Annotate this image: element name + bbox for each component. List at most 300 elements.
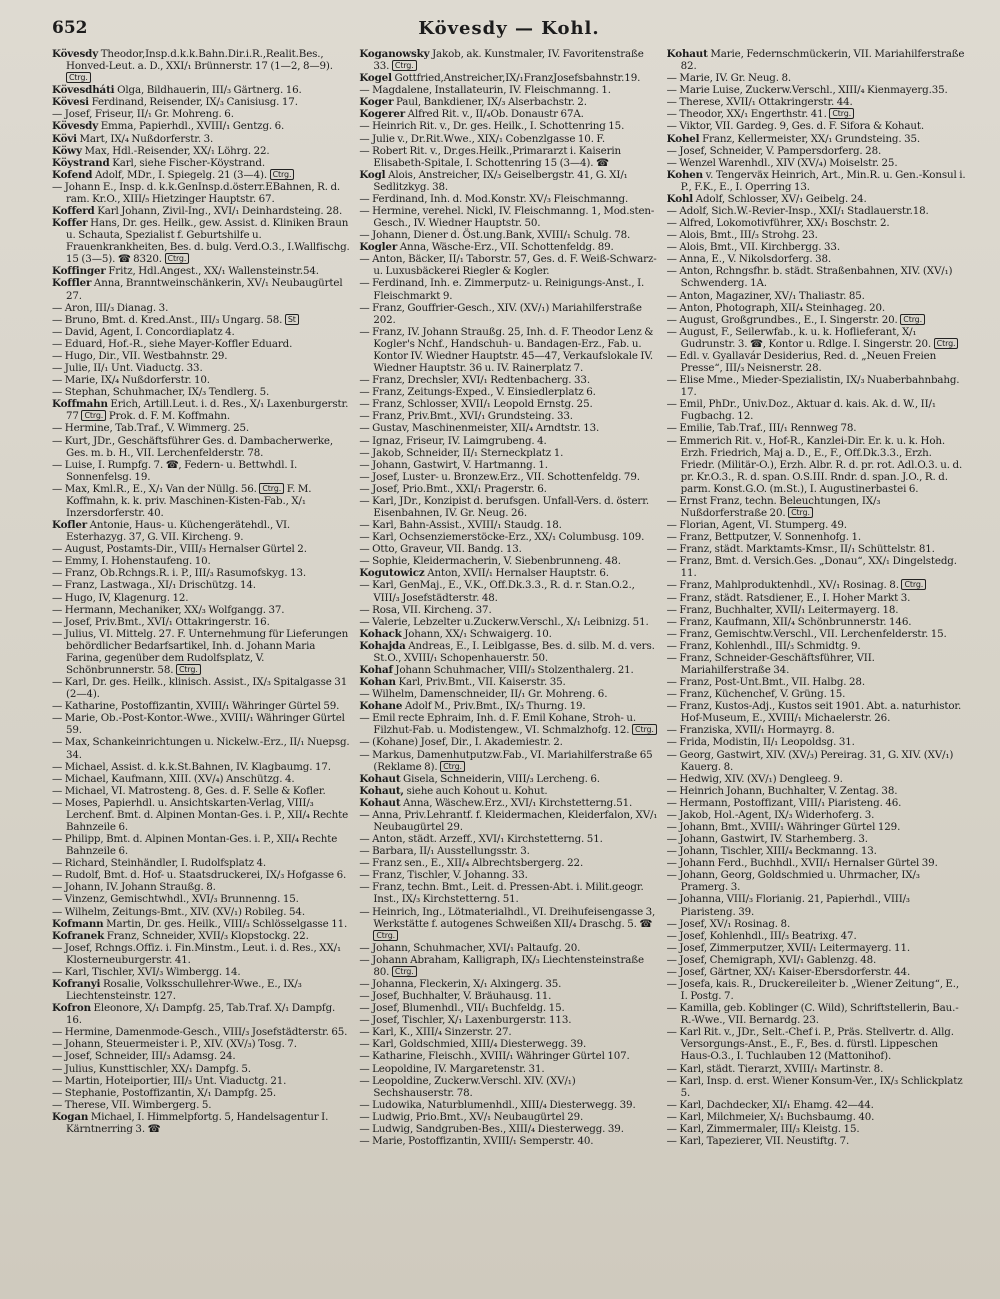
directory-entry (52, 84, 351, 96)
directory-entry (359, 253, 658, 277)
directory-entry (52, 893, 351, 905)
directory-entry (667, 773, 966, 785)
entry-text: — Josef, Schneider, III/₃ Adamsg. 24. (52, 1050, 236, 1063)
entry-text: — Karl, Ochsenziemerstöcke-Erz., XX/₁ Columbusg. 109. (359, 531, 645, 544)
entry-text: — Josef, Zimmerputzer, XVII/₁ Leitermayerg. 11. (666, 941, 910, 954)
entry-text-continued: F. M. Koffmahn, k. k. priv. Maschinen-Kisten-Fab., X/₁ Inzersdorferstr. 40. (66, 482, 312, 519)
directory-entry (52, 942, 351, 966)
entry-text: Mart, IX/₄ Nußdorferstr. 3. (79, 132, 214, 145)
directory-entry (667, 48, 966, 72)
directory-entry (52, 350, 351, 362)
entry-text: — Viktor, VII. Gardeg. 9, Ges. d. F. Sifora & Kohaut. (666, 120, 924, 133)
entry-text: — Wilhelm, Damenschneider, II/₁ Gr. Mohreng. 6. (359, 688, 608, 701)
directory-entry (359, 435, 658, 447)
directory-entry (359, 1002, 658, 1014)
entry-text: — Hermann, Postoffizant, VIII/₁ Piaristeng. 46. (666, 796, 902, 809)
entry-text: — Josef, Friseur, II/₁ Gr. Mohreng. 6. (52, 108, 234, 121)
directory-entry (359, 1135, 658, 1147)
directory-entry (52, 1063, 351, 1075)
directory-entry (359, 531, 658, 543)
entry-text: — Franz sen., E., XII/₄ Albrechtsbergerg. 22. (359, 857, 584, 870)
entry-text: — Johann, Diener d. Öst.ung.Bank, XVIII/₁ Schulg. 78. (359, 229, 631, 242)
directory-entry (667, 1026, 966, 1062)
entry-text: — Therese, VII. Wimbergerg. 5. (52, 1098, 212, 1111)
entry-text: — Johanna, VIII/₃ Florianig. 21, Papierhdl., VIII/₃ Piaristeng. 39. (666, 893, 910, 918)
entry-surname: Kövesdháti (52, 84, 115, 97)
entry-text: — Florian, Agent, VI. Stumperg. 49. (666, 519, 847, 532)
directory-entry (359, 48, 658, 72)
entry-text: — Hugo, IV, Klagenurg. 12. (52, 591, 189, 604)
directory-entry (359, 1111, 658, 1123)
directory-entry (667, 555, 966, 579)
entry-text: — Franz, Kohlenhdl., III/₃ Schmidtg. 9. (666, 639, 861, 652)
entry-text: Olga, Bildhauerin, III/₃ Gärtnerg. 16. (117, 84, 302, 97)
entry-text: — Josef, Rchngs.Offiz. i. Fin.Minstm., Leut. i. d. Res., XX/₁ Klosterneuburgerstr. 41. (52, 941, 341, 966)
entry-surname: Kohaf (359, 663, 393, 676)
entry-surname: Kohan (359, 676, 396, 689)
directory-entry (667, 1002, 966, 1026)
directory-entry (359, 422, 658, 434)
entry-text: — Valerie, Lebzelter u.Zuckerw.Verschl., X/₁ Leibnizg. 51. (359, 615, 649, 628)
directory-entry (667, 108, 966, 120)
entry-surname: Kohane (359, 700, 403, 713)
entry-text: — (Kohane) Josef, Dir., I. Akademiestr. 2. (359, 736, 563, 749)
directory-entry (667, 265, 966, 289)
entry-text: — Julie, II/₁ Unt. Viaductg. 33. (52, 362, 203, 375)
directory-entry (359, 410, 658, 422)
columns-container (52, 48, 966, 1288)
entry-text: — Julie v., Dr.Rit.Wwe., XIX/₁ Cobenzlgasse 10. F. (359, 132, 605, 145)
directory-entry (52, 930, 351, 942)
entry-text: — Karl, Dachdecker, XI/₁ Ehamg. 42—44. (666, 1098, 874, 1111)
directory-entry (359, 84, 658, 96)
entry-text: — Josef, XV/₁ Rosinag. 8. (666, 917, 791, 930)
directory-entry (359, 712, 658, 736)
entry-surname: Kogl (359, 168, 386, 181)
entry-text: siehe auch Kohout u. Kohut. (406, 784, 548, 797)
entry-text: — Edl. v. Gyallavár Desiderius, Red. d. „Neuen Freien Presse“, III/₃ Neisnerstr. 28. (666, 349, 937, 375)
directory-entry (359, 145, 658, 169)
directory-entry (667, 1063, 966, 1075)
entry-text: Johann, XX/₁ Schwaigerg. 10. (404, 627, 552, 640)
entry-text: — Josef, Kohlenhdl., III/₃ Beatrixg. 47. (666, 929, 857, 942)
directory-entry (52, 712, 351, 736)
entry-text: — Michael, VI. Matrosteng. 8, Ges. d. F. Selle & Kofler. (52, 784, 326, 797)
directory-entry (667, 736, 966, 748)
entry-text: — Luise, I. Rumpfg. 7. ☎, Federn- u. Bettwhdl. I. Sonnenfelsg. 19. (52, 458, 298, 483)
entry-text: Michael, I. Himmelpfortg. 5, Handelsagentur I. Kärntnerring 3. ☎ (66, 1110, 329, 1135)
directory-entry (359, 1099, 658, 1111)
entry-text: Andreas, E., I. Leiblgasse, Bes. d. silb. M. d. vers. St.O., XVIII/₁ Schopenhauerstr. 50. (373, 639, 655, 664)
directory-entry (667, 809, 966, 821)
directory-entry (359, 567, 658, 579)
directory-entry (667, 797, 966, 809)
entry-text: — Emilie, Tab.Traf., III/₁ Rennweg 78. (666, 422, 857, 435)
entry-text: Karl, Priv.Bmt., VII. Kaiserstr. 35. (398, 676, 566, 689)
entry-text: Anna, Wäschew.Erz., XVI/₁ Kirchstetterng.51. (403, 796, 633, 809)
column-right (667, 48, 966, 1288)
telegram-badge: Ctrg. (788, 507, 813, 518)
entry-text: — Richard, Steinhändler, I. Rudolfsplatz 4. (52, 857, 267, 870)
directory-entry (667, 290, 966, 302)
entry-text: — Leopoldine, Zuckerw.Verschl. XIV. (XV/₁) Sechshauserstr. 78. (359, 1074, 576, 1099)
entry-surname: Kohack (359, 627, 402, 640)
entry-text: — Anton, Photograph, XII/₄ Steinhageg. 20. (666, 301, 886, 314)
entry-text: — Johann, Steuermeister i. P., XIV. (XV/₃) Tosg. 7. (52, 1038, 297, 1051)
entry-surname: Kohajda (359, 639, 406, 652)
directory-entry (667, 398, 966, 422)
entry-text: Jakob, ak. Kunstmaler, IV. Favoritenstraße 33. (373, 48, 644, 73)
directory-entry (52, 869, 351, 881)
directory-entry (359, 229, 658, 241)
entry-text: — Franz, Gouffrier-Gesch., XIV. (XV/₁) Mariahilferstraße 202. (359, 301, 642, 326)
directory-entry (667, 604, 966, 616)
entry-text: v. Tengerväx Heinrich, Art., Min.R. u. Gen.-Konsul i. P., F.K., E., I. Operring 13. (680, 168, 966, 193)
directory-entry (359, 1075, 658, 1099)
entry-text: — Heinrich Johann, Buchhalter, V. Zentag. 38. (666, 784, 898, 797)
directory-entry (52, 374, 351, 386)
directory-entry (667, 724, 966, 736)
directory-entry (359, 120, 658, 132)
directory-entry (52, 555, 351, 567)
entry-text: — Kurt, JDr., Geschäftsführer Ges. d. Dambacherwerke, Ges. m. b. H., VII. Lerchenfelderstr. 78. (52, 434, 334, 459)
entry-text: — Johann, Bmt., XVIII/₁ Währinger Gürtel 129. (666, 821, 901, 833)
directory-entry (667, 821, 966, 833)
entry-surname: Koffer (52, 217, 88, 230)
entry-text: — Hugo, Dir., VII. Westbahnstr. 29. (52, 349, 228, 362)
directory-entry (667, 422, 966, 434)
entry-surname: Kohl (666, 192, 694, 205)
directory-entry (52, 277, 351, 301)
entry-text: — Franz, Ob.Rchngs.R. i. P., III/₃ Rasumofskyg. 13. (52, 567, 307, 580)
directory-entry (359, 72, 658, 84)
directory-entry (359, 700, 658, 712)
directory-entry (52, 326, 351, 338)
entry-text: Alois, Anstreicher, IX/₃ Geiselbergstr. 41, G. XI/₁ Sedlitzkyg. 38. (373, 168, 628, 193)
entry-text: — Georg, Gastwirt, XIV. (XV/₃) Pereirag. 31, G. XIV. (XV/₁) Kauerg. 8. (666, 748, 954, 773)
entry-surname: Kofranek (52, 929, 105, 942)
directory-entry (359, 990, 658, 1002)
directory-entry (359, 1014, 658, 1026)
entry-text: — Franz, Bettputzer, V. Sonnenhofg. 1. (666, 531, 862, 544)
entry-text: — Elise Mme., Mieder-Spezialistin, IX/₃ Nuaberbahnbahg. 17. (666, 374, 960, 399)
directory-entry (52, 422, 351, 434)
directory-entry (52, 918, 351, 930)
entry-text: — Johann, Tischler, XIII/₄ Beckmanng. 13. (666, 845, 877, 858)
directory-entry (359, 374, 658, 386)
entry-surname: Koffinger (52, 265, 106, 278)
entry-text: — Johann, Georg, Goldschmied u. Uhrmacher, IX/₃ Pramerg. 3. (666, 869, 920, 894)
entry-text: — Marie, IV. Gr. Neug. 8. (666, 72, 792, 85)
entry-text: — Sophie, Kleidermacherin, V. Siebenbrunneng. 48. (359, 555, 621, 568)
entry-text: — Vinzenz, Gemischtwhdl., XVI/₃ Brunnenng. 15. (52, 893, 299, 906)
entry-text: — Eduard, Hof.-R., siehe Mayer-Koffler Eduard. (52, 337, 293, 350)
directory-entry (359, 604, 658, 616)
directory-entry (359, 495, 658, 519)
entry-text: — Emmy, I. Hohenstaufeng. 10. (52, 555, 211, 568)
directory-entry (667, 700, 966, 724)
entry-text: — Jakob, Schneider, II/₁ Sterneckplatz 1. (359, 446, 564, 459)
entry-surname: Kogan (52, 1110, 89, 1123)
entry-text: Karl Johann, Zivil-Ing., XVI/₁ Deinhardsteing. 28. (97, 205, 343, 218)
directory-entry (359, 881, 658, 905)
directory-entry (359, 628, 658, 640)
entry-text: — Franz, Tischler, V. Johanng. 33. (359, 869, 528, 882)
directory-entry (667, 918, 966, 930)
entry-text: — Emil, PhDr., Univ.Doz., Aktuar d. kais. Ak. d. W., II/₁ Fugbachg. 12. (666, 398, 936, 423)
entry-text: — August, F., Seilerwfab., k. u. k. Hoflieferant, X/₁ Gudrunstr. 3. ☎, Kontor u. Rdlge. I. Singerstr. 20. (666, 325, 932, 350)
directory-entry (359, 543, 658, 555)
entry-text: — Ludwig, Sandgruben-Bes., XIII/₄ Diesterwegg. 39. (359, 1122, 624, 1135)
entry-text: — Heinrich Rit. v., Dr. ges. Heilk., I. Schottenring 15. (359, 120, 625, 133)
entry-surname: Kofler (52, 519, 88, 532)
directory-entry (667, 120, 966, 132)
directory-entry (359, 809, 658, 833)
directory-entry (667, 857, 966, 869)
directory-entry (359, 954, 658, 978)
entry-text: Karl, siehe Fischer-Köystrand. (112, 156, 265, 169)
entry-text: Antonie, Haus- u. Küchengerätehdl., VI. Esterhazyg. 37, G. VII. Kircheng. 9. (66, 519, 291, 544)
entry-text: — Michael, Kaufmann, XIII. (XV/₄) Anschützg. 4. (52, 772, 295, 785)
entry-text: Hans, Dr. ges. Heilk., gew. Assist. d. Kliniken Braun u. Schauta, Spezialist f. Geburtshilfe u. Frauenkrankheiten, Bes. d. bulg. Verd.O.3., I.Wallfischg. 15 (3—5). ☎ 8320. (66, 217, 350, 266)
entry-surname: Kogerer (359, 108, 406, 121)
directory-entry (52, 108, 351, 120)
entry-text: — Franz, Schneider-Geschäftsführer, VII. Mariahilferstraße 34. (666, 651, 875, 676)
entry-text: — Marie, Postoffizantin, XVIII/₁ Semperstr. 40. (359, 1135, 594, 1148)
entry-text: — Jakob, Hol.-Agent, IX/₃ Widerhoferg. 3. (666, 808, 875, 821)
telegram-badge: Ctrg. (81, 410, 106, 421)
entry-text: Erich, Artill.Leut. i. d. Res., X/₁ Laxenburgerstr. 77 (66, 398, 349, 423)
entry-text: — Franz, IV. Johann Straußg. 25, Inh. d. F. Theodor Lenz & Kogler's Nchf., Handschuh- u. Bandagen-Erz., Fab. u. Kontor IV. Wiedner Hauptstr. 45—47, Verkaufslokale IV. Wiedner Hauptstr. 36 u. IV. Rainerplatz 7. (359, 325, 654, 375)
directory-entry (667, 930, 966, 942)
directory-entry (359, 942, 658, 954)
directory-entry (359, 108, 658, 120)
entry-text: — Karl, Dr. ges. Heilk., klinisch. Assist., IX/₃ Spitalgasse 31 (2—4). (52, 676, 348, 701)
directory-entry (359, 579, 658, 603)
entry-text: — Alois, Bmt., III/₃ Strohg. 23. (666, 229, 818, 242)
entry-text: — Marie Luise, Zuckerw.Verschl., XIII/₄ Kienmayerg.35. (666, 84, 948, 97)
entry-text: — Franz, städt. Ratsdiener, E., I. Hoher Markt 3. (666, 591, 911, 604)
entry-text: — Karl, Zimmermaler, III/₃ Kleistg. 15. (666, 1122, 860, 1135)
entry-text: — Josef, Luster- u. Bronzew.Erz., VII. Schottenfeldg. 79. (359, 470, 640, 483)
entry-text: — Leopoldine, IV. Margaretenstr. 31. (359, 1062, 545, 1075)
entry-text: — Marie, IX/₄ Nußdorferstr. 10. (52, 374, 210, 387)
directory-entry (667, 893, 966, 917)
entry-text: — Katharine, Postoffizantin, XVIII/₁ Währinger Gürtel 59. (52, 700, 340, 713)
directory-entry (667, 616, 966, 628)
entry-text: Anna, Branntweinschänkerin, XV/₁ Neubaugürtel 27. (66, 277, 343, 302)
entry-text: — Franz, städt. Marktamts-Kmsr., II/₁ Schüttelstr. 81. (666, 543, 935, 556)
directory-entry (667, 374, 966, 398)
column-left (52, 48, 351, 1288)
entry-text: — Ludowika, Naturblumenhdl., XIII/₄ Diesterwegg. 39. (359, 1098, 636, 1111)
directory-entry (667, 579, 966, 591)
entry-text: Max, Hdl.-Reisender, XX/₁ Löhrg. 22. (84, 144, 270, 157)
directory-entry (667, 845, 966, 857)
entry-text: — Adolf, Sich.W.-Revier-Insp., XXI/₁ Stadlauerstr.18. (666, 205, 929, 218)
entry-text: — Karl Rit. v., JDr., Selt.-Chef i. P., Präs. Stellvertr. d. Allg. Versorgungs-Anst., E., F., Bes. d. fürstl. Lippeschen Haus-O.3., I. Tuchlauben 12 (Mattonihof). (666, 1026, 954, 1063)
entry-text: — Johann, IV. Johann Straußg. 8. (52, 881, 216, 894)
entry-text: — Anton, Rchngsfhr. b. städt. Straßenbahnen, XIV. (XV/₁) Schwenderg. 1A. (666, 265, 953, 290)
directory-entry (359, 833, 658, 845)
directory-entry (52, 616, 351, 628)
entry-text: — Josef, Priv.Bmt., XVI/₁ Ottakringerstr. 16. (52, 615, 270, 628)
directory-entry (359, 241, 658, 253)
entry-text: Johann Schuhmacher, VIII/₃ Stolzenthalerg. 21. (395, 663, 634, 676)
entry-surname: Kogutowicz (359, 567, 425, 580)
directory-entry (359, 471, 658, 483)
directory-entry (359, 845, 658, 857)
entry-surname: Köwy (52, 144, 82, 157)
directory-entry (52, 169, 351, 181)
entry-surname: Kohaut, (359, 784, 404, 797)
directory-entry (52, 120, 351, 132)
directory-entry (667, 1111, 966, 1123)
directory-entry (359, 785, 658, 797)
entry-text: — Franziska, XVII/₁ Hormayrg. 8. (666, 724, 835, 737)
directory-entry (359, 483, 658, 495)
directory-entry (359, 205, 658, 229)
directory-entry (52, 785, 351, 797)
entry-text: — Johann, Schuhmacher, XVI/₁ Paltaufg. 20. (359, 941, 581, 954)
entry-surname: Koger (359, 96, 394, 109)
entry-text: — Ferdinand, Inh. d. Mod.Konstr. XV/₃ Fleischmanng. (359, 192, 629, 205)
directory-entry (667, 652, 966, 676)
entry-surname: Kofron (52, 1002, 91, 1015)
directory-entry (667, 531, 966, 543)
entry-text: — August, Postamts-Dir., VIII/₃ Hernalser Gürtel 2. (52, 543, 307, 556)
directory-entry (359, 277, 658, 301)
running-head: Kövesdy — Kohl. (418, 18, 600, 39)
directory-entry (52, 773, 351, 785)
directory-entry (52, 628, 351, 676)
directory-entry (667, 241, 966, 253)
directory-entry (667, 169, 966, 193)
telegram-badge: Ctrg. (165, 253, 190, 264)
entry-text: — Johanna, Fleckerin, X/₁ Alxingerg. 35. (359, 978, 562, 991)
telegram-badge: Ctrg. (901, 579, 926, 590)
directory-entry (667, 869, 966, 893)
directory-entry (667, 253, 966, 265)
entry-text: Anton, XVII/₁ Hernalser Hauptstr. 6. (427, 567, 609, 580)
entry-surname: Kofferd (52, 205, 95, 218)
entry-text: Eleonore, X/₁ Dampfg. 25, Tab.Traf. X/₁ Dampfg. 16. (66, 1002, 336, 1027)
directory-entry (667, 145, 966, 157)
entry-surname: Kogler (359, 241, 398, 254)
directory-entry (359, 1063, 658, 1075)
directory-entry (667, 749, 966, 773)
entry-surname: Kofmann (52, 917, 104, 930)
entry-text: — Josef, Schneider, V. Pampersdorferg. 28. (666, 144, 882, 157)
directory-entry (52, 338, 351, 350)
entry-text: — Johann Abraham, Kalligraph, IX/₃ Liechtensteinstraße 80. (359, 953, 644, 978)
directory-entry (359, 1050, 658, 1062)
telegram-badge: Ctrg. (66, 72, 91, 83)
directory-entry (667, 1135, 966, 1147)
directory-entry (667, 84, 966, 96)
directory-entry (359, 869, 658, 881)
entry-text: — Franz, Kustos-Adj., Kustos seit 1901. Abt. a. naturhistor. Hof-Museum, E., XVIII/₁ Michaelerstr. 26. (666, 700, 962, 725)
directory-entry (359, 1026, 658, 1038)
directory-entry (667, 1123, 966, 1135)
entry-text: — Michael, Assist. d. k.k.St.Bahnen, IV. Klagbaumg. 17. (52, 760, 331, 773)
directory-entry (667, 326, 966, 350)
directory-entry (667, 640, 966, 652)
entry-text: — Aron, III/₃ Dianag. 3. (52, 301, 169, 314)
directory-entry (667, 495, 966, 519)
entry-text: — Rudolf, Bmt. d. Hof- u. Staatsdruckerei, IX/₃ Hofgasse 6. (52, 869, 347, 882)
entry-surname: Kofranyi (52, 978, 101, 991)
telegram-badge: Ctrg. (176, 664, 201, 675)
entry-text: — Hedwig, XIV. (XV/₁) Dengleeg. 9. (666, 772, 843, 785)
entry-surname: Kövesi (52, 96, 89, 109)
entry-text: Gisela, Schneiderin, VIII/₃ Lercheng. 6. (403, 772, 600, 785)
entry-text: — Josef, Blumenhdl., VII/₁ Buchfeldg. 15. (359, 1002, 565, 1015)
entry-text: — Magdalene, Installateurin, IV. Fleischmanng. 1. (359, 84, 611, 97)
entry-text: — Johann Ferd., Buchhdl., XVII/₁ Hernalser Gürtel 39. (666, 857, 938, 870)
entry-text: — Franz, Drechsler, XVI/₁ Redtenbacherg. 33. (359, 374, 590, 387)
directory-entry (667, 688, 966, 700)
directory-entry (52, 157, 351, 169)
entry-text: — Therese, XVII/₁ Ottakringerstr. 44. (666, 96, 853, 109)
entry-text: — David, Agent, I. Concordiaplatz 4. (52, 325, 235, 338)
directory-entry (52, 1099, 351, 1111)
entry-surname: Kohaut (359, 796, 401, 809)
telegram-badge: Ctrg. (900, 314, 925, 325)
directory-entry (667, 543, 966, 555)
entry-text: — Josef, Tischler, X/₁ Laxenburgerstr. 113. (359, 1014, 572, 1027)
entry-text: Emma, Papierhdl., XVIII/₁ Gentzg. 6. (100, 120, 285, 133)
entry-text: Theodor,Insp.d.k.k.Bahn.Dir.i.R.,Realit.Bes., Honved-Leut. a. D., XXI/₁ Brünnerstr. 17 (1—2, 8—9). (66, 48, 333, 73)
column-middle (359, 48, 658, 1288)
directory-entry (52, 543, 351, 555)
entry-text: — Karl, Tischler, XVI/₃ Wimbergg. 14. (52, 965, 241, 978)
directory-entry (52, 181, 351, 205)
entry-text: — Theodor, XX/₁ Engerthstr. 41. (666, 108, 827, 121)
entry-text: — Wilhelm, Zeitungs-Bmt., XIV. (XV/₁) Robileg. 54. (52, 905, 305, 918)
directory-entry (667, 1075, 966, 1099)
directory-entry (667, 350, 966, 374)
entry-surname: Kofend (52, 168, 93, 181)
entry-text: — Marie, Ob.-Post-Kontor.-Wwe., XVIII/₁ Währinger Gürtel 59. (52, 712, 345, 737)
entry-text: Ferdinand, Reisender, IX/₃ Canisiusg. 17. (91, 96, 298, 109)
telegram-badge: Ctrg. (373, 930, 398, 941)
directory-entry (52, 398, 351, 422)
entry-text: — Karl, Milchmeier, X/₁ Buchsbaumg. 40. (666, 1110, 875, 1123)
entry-text: — Alois, Bmt., VII. Kirchbergg. 33. (666, 241, 840, 254)
directory-entry (52, 966, 351, 978)
directory-entry (359, 302, 658, 326)
entry-text: — Anna, E., V. Nikolsdorferg. 38. (666, 253, 832, 266)
directory-entry (52, 797, 351, 833)
directory-entry (667, 217, 966, 229)
directory-entry (52, 314, 351, 326)
directory-entry (667, 628, 966, 640)
telegram-badge: Ctrg. (392, 966, 417, 977)
directory-entry (52, 1075, 351, 1087)
directory-entry (52, 567, 351, 579)
directory-entry (667, 942, 966, 954)
directory-entry (667, 592, 966, 604)
directory-entry (52, 1087, 351, 1099)
entry-text: — Franz, Küchenchef, V. Grüng. 15. (666, 688, 846, 701)
directory-entry (667, 435, 966, 495)
entry-surname: Kövesdy (52, 120, 99, 133)
entry-text: — Stephan, Schuhmacher, IX/₃ Tendlerg. 5. (52, 386, 270, 399)
directory-entry (359, 773, 658, 785)
telegram-badge: Ctrg. (934, 338, 959, 349)
directory-entry (52, 881, 351, 893)
